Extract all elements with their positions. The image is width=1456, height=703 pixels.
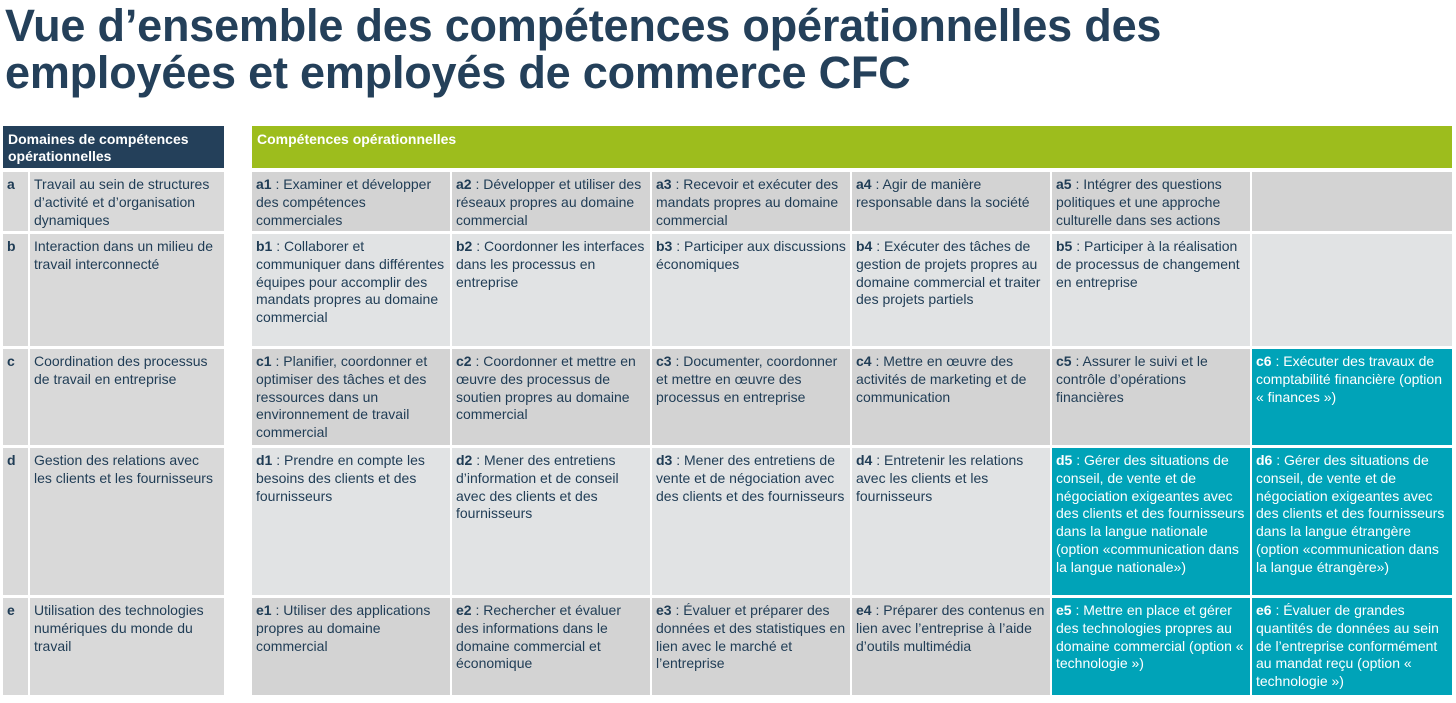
page-title-line-1: Vue d’ensemble des compétences opérationnelles des xyxy=(5,0,1162,51)
competence-text: : Évaluer et préparer des données et des statistiques en lien avec le marché et l’entreprise xyxy=(656,602,846,672)
domains-header: Domaines de compétences opérationnelles xyxy=(3,126,224,168)
competence-code: c3 xyxy=(656,353,672,369)
competence-text: : Agir de manière responsable dans la société xyxy=(856,176,1030,210)
competence-code: d5 xyxy=(1056,452,1073,468)
domain-label-e: Utilisation des technologies numériques du monde du travail xyxy=(30,598,224,695)
competence-cell-c2 xyxy=(452,349,650,445)
competence-text: : Recevoir et exécuter des mandats propres au domaine commercial xyxy=(656,176,839,228)
page-title-line-2: employées et employés de commerce CFC xyxy=(5,47,911,98)
competence-cell-a2 xyxy=(452,172,650,231)
competence-code: b4 xyxy=(856,238,873,254)
competence-text: : Mettre en œuvre des activités de marketing et de communication xyxy=(856,353,1027,405)
competence-cell-b2 xyxy=(452,234,650,346)
competence-text: : Évaluer de grandes quantités de données au sein de l’entreprise conformément au mandat reçu (option « technologie ») xyxy=(1256,602,1439,690)
competence-cell-a5 xyxy=(1052,172,1250,231)
page-title xyxy=(5,2,1161,96)
competence-cell-c3 xyxy=(652,349,850,445)
competence-text: : Développer et utiliser des réseaux propres au domaine commercial xyxy=(456,176,642,228)
competence-code: a2 xyxy=(456,176,472,192)
competence-text: : Intégrer des questions politiques et une approche culturelle dans ses actions xyxy=(1056,176,1222,228)
competence-code: c4 xyxy=(856,353,872,369)
competences-header: Compétences opérationnelles xyxy=(252,126,1452,168)
competence-text: : Coordonner et mettre en œuvre des processus de soutien propres au domaine commercial xyxy=(456,353,636,423)
competence-cell-c4 xyxy=(852,349,1050,445)
competence-code: e6 xyxy=(1256,602,1272,618)
competence-text: : Prendre en compte les besoins des clients et des fournisseurs xyxy=(256,452,425,504)
competence-text: : Mener des entretiens d’information et de conseil avec des clients et des fournisseurs xyxy=(456,452,619,522)
competence-cell-a1 xyxy=(252,172,450,231)
domain-letter-e: e xyxy=(3,598,28,695)
competence-cell-b4 xyxy=(852,234,1050,346)
competence-cell-d2 xyxy=(452,448,650,595)
competence-cell-c5 xyxy=(1052,349,1250,445)
competence-cell-a4 xyxy=(852,172,1050,231)
domain-label-d: Gestion des relations avec les clients et les fournisseurs xyxy=(30,448,224,595)
competence-cell-e3 xyxy=(652,598,850,695)
competence-cell-c1 xyxy=(252,349,450,445)
competence-code: d1 xyxy=(256,452,273,468)
competence-code: e4 xyxy=(856,602,872,618)
competence-cell-b5 xyxy=(1052,234,1250,346)
competence-text: : Mener des entretiens de vente et de négociation avec des clients et des fournisseurs xyxy=(656,452,845,504)
domain-letter-c: c xyxy=(3,349,28,445)
competence-code: b2 xyxy=(456,238,473,254)
competence-cell-a-empty-6 xyxy=(1252,172,1452,231)
competence-text: : Exécuter des tâches de gestion de projets propres au domaine commercial et traiter des projets partiels xyxy=(856,238,1041,308)
domain-label-a: Travail au sein de structures d’activité et d’organisation dynamiques xyxy=(30,172,224,231)
competence-text: : Planifier, coordonner et optimiser des tâches et des ressources dans un environnement de travail commercial xyxy=(256,353,428,441)
competence-code: c6 xyxy=(1256,353,1272,369)
competence-text: : Coordonner les interfaces dans les processus en entreprise xyxy=(456,238,645,290)
competence-code: a4 xyxy=(856,176,872,192)
competence-cell-d3 xyxy=(652,448,850,595)
competence-cell-b3 xyxy=(652,234,850,346)
competence-cell-a3 xyxy=(652,172,850,231)
competence-cell-d1 xyxy=(252,448,450,595)
competence-code: e5 xyxy=(1056,602,1072,618)
competence-text: : Entretenir les relations avec les clients et les fournisseurs xyxy=(856,452,1024,504)
competence-code: a3 xyxy=(656,176,672,192)
competence-code: d6 xyxy=(1256,452,1273,468)
competence-code: a5 xyxy=(1056,176,1072,192)
competence-cell-e1 xyxy=(252,598,450,695)
competence-text: : Préparer des contenus en lien avec l’entreprise à l’aide d’outils multimédia xyxy=(856,602,1045,654)
competence-code: d2 xyxy=(456,452,473,468)
competence-cell-e5 xyxy=(1052,598,1250,695)
competence-text: : Gérer des situations de conseil, de vente et de négociation exigeantes avec des clients et des fournisseurs dans la langue nationale (option «communication dans la langue nationale») xyxy=(1056,452,1245,575)
competence-text: : Gérer des situations de conseil, de vente et de négociation exigeantes avec des clients et des fournisseurs dans la langue étrangère (option «communication dans la langue étrangère») xyxy=(1256,452,1445,575)
competence-text: : Utiliser des applications propres au domaine commercial xyxy=(256,602,431,654)
competence-code: b5 xyxy=(1056,238,1073,254)
competence-text: : Participer à la réalisation de processus de changement en entreprise xyxy=(1056,238,1240,290)
domain-label-b: Interaction dans un milieu de travail interconnecté xyxy=(30,234,224,346)
competence-cell-b-empty-6 xyxy=(1252,234,1452,346)
competence-code: e2 xyxy=(456,602,472,618)
competence-text: : Documenter, coordonner et mettre en œuvre des processus en entreprise xyxy=(656,353,838,405)
competence-cell-d6 xyxy=(1252,448,1452,595)
competence-text: : Assurer le suivi et le contrôle d’opérations financières xyxy=(1056,353,1208,405)
competence-code: d4 xyxy=(856,452,873,468)
domain-letter-b: b xyxy=(3,234,28,346)
competence-code: b1 xyxy=(256,238,273,254)
competence-cell-d5 xyxy=(1052,448,1250,595)
competence-cell-d4 xyxy=(852,448,1050,595)
competence-text: : Participer aux discussions économiques xyxy=(656,238,846,272)
competence-cell-e2 xyxy=(452,598,650,695)
domain-letter-a: a xyxy=(3,172,28,231)
competence-code: c5 xyxy=(1056,353,1072,369)
competence-code: b3 xyxy=(656,238,673,254)
domain-label-c: Coordination des processus de travail en entreprise xyxy=(30,349,224,445)
competence-code: e3 xyxy=(656,602,672,618)
competence-text: : Collaborer et communiquer dans différentes équipes pour accomplir des mandats propres au domaine commercial xyxy=(256,238,445,326)
domain-letter-d: d xyxy=(3,448,28,595)
competence-code: c2 xyxy=(456,353,472,369)
competence-code: a1 xyxy=(256,176,272,192)
competence-text: : Examiner et développer des compétences commerciales xyxy=(256,176,432,228)
competence-cell-b1 xyxy=(252,234,450,346)
competence-code: c1 xyxy=(256,353,272,369)
competence-cell-e4 xyxy=(852,598,1050,695)
competence-text: : Mettre en place et gérer des technologies propres au domaine commercial (option « technologie ») xyxy=(1056,602,1244,672)
competence-cell-e6 xyxy=(1252,598,1452,695)
competence-code: e1 xyxy=(256,602,272,618)
competence-cell-c6 xyxy=(1252,349,1452,445)
competence-text: : Exécuter des travaux de comptabilité financière (option « finances ») xyxy=(1256,353,1442,405)
competence-code: d3 xyxy=(656,452,673,468)
competence-text: : Rechercher et évaluer des informations dans le domaine commercial et économique xyxy=(456,602,621,672)
